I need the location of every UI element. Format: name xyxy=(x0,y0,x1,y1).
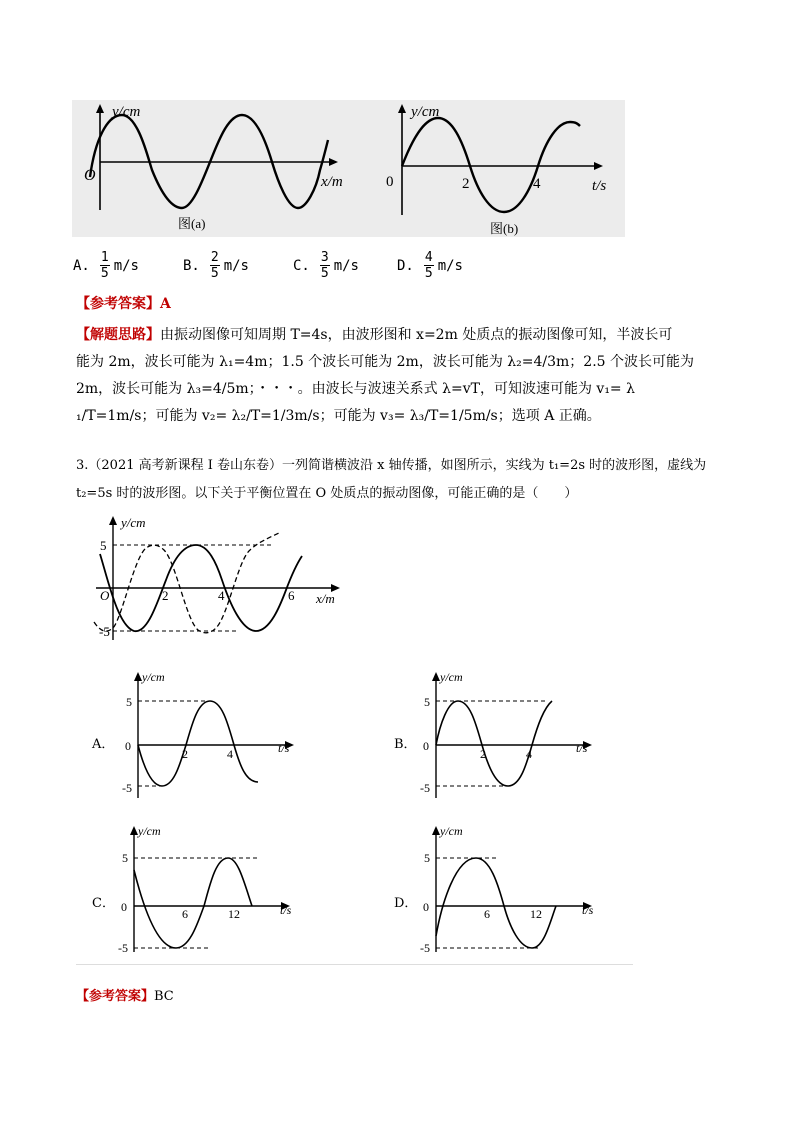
xlabel: t/s xyxy=(576,741,588,755)
ytick: 5 xyxy=(424,851,430,865)
q2-explanation xyxy=(76,322,722,430)
figure-a-caption: 图(a) xyxy=(178,216,206,231)
origin: 0 xyxy=(125,739,131,753)
q3-option-c-graph xyxy=(116,822,301,957)
explain-line: 由振动图像可知周期 T=4s，由波形图和 x=2m 处质点的振动图像可知，半波长可 xyxy=(160,327,673,343)
xtick: 4 xyxy=(227,747,233,761)
figure-a-origin: O xyxy=(84,167,96,184)
answer-value: BC xyxy=(154,989,174,1004)
xlabel: t/s xyxy=(582,903,594,917)
xtick: 4 xyxy=(526,747,532,761)
main-ytick-5: 5 xyxy=(100,538,107,553)
answer-label: 【参考答案】 xyxy=(76,296,160,312)
option-letter: B. xyxy=(183,257,200,274)
option-fraction: $\frac{2}{5}$ xyxy=(210,250,219,281)
option-fraction: $\frac{4}{5}$ xyxy=(424,250,433,281)
option-letter: C. xyxy=(293,257,310,274)
q2-answer xyxy=(76,293,171,313)
xtick: 6 xyxy=(484,907,490,921)
origin: 0 xyxy=(423,739,429,753)
option-unit: m/s xyxy=(113,257,139,274)
option-fraction: $\frac{1}{5}$ xyxy=(100,250,109,281)
figure-a-xlabel: x/m xyxy=(321,174,343,190)
figure-b-tick-4: 4 xyxy=(533,176,541,192)
q3-option-a-graph xyxy=(120,668,300,803)
q2-option-d xyxy=(397,250,463,281)
divider xyxy=(76,964,633,965)
explain-line: ₁/T=1m/s；可能为 v₂= λ₂/T=1/3m/s；可能为 v₃= λ₃/T=1/5m/s；选项 A 正确。 xyxy=(76,408,601,424)
ylabel: y/cm xyxy=(440,670,463,684)
ylabel: y/cm xyxy=(142,670,165,684)
main-ytick-neg5: -5 xyxy=(99,624,110,639)
main-xtick-4: 4 xyxy=(218,588,225,603)
q3-answer xyxy=(76,985,174,1004)
xtick: 2 xyxy=(182,747,188,761)
xtick: 12 xyxy=(228,907,240,921)
figure-b-ylabel: y/cm xyxy=(411,104,440,120)
stem-line: t₂=5s 时的波形图。以下关于平衡位置在 O 处质点的振动图像，可能正确的是（ ） xyxy=(76,486,578,501)
answer-label: 【参考答案】 xyxy=(76,989,155,1004)
figure-a-ylabel: y/cm xyxy=(112,104,141,120)
q3-option-b-label: B． xyxy=(394,737,417,752)
figure-b-tick-2: 2 xyxy=(462,176,470,192)
main-xlabel: x/m xyxy=(316,591,335,606)
option-b-curve xyxy=(436,701,552,786)
q3-option-a-label: A． xyxy=(92,737,115,752)
option-unit: m/s xyxy=(223,257,249,274)
option-unit: m/s xyxy=(333,257,359,274)
ylabel: y/cm xyxy=(440,824,463,838)
stem-line: 3.（2021 高考新课程 I 卷山东卷）一列简谐横波沿 x 轴传播，如图所示，实线为 t₁=2s 时的波形图，虚线为 xyxy=(76,458,707,473)
explain-line: 2m，波长可能为 λ₃=4/5m；・・・。由波长与波速关系式 λ=vT，可知波速可能为 v₁= λ xyxy=(76,381,635,397)
q3-stem xyxy=(76,452,722,508)
xtick: 12 xyxy=(530,907,542,921)
q3-option-c-label: C． xyxy=(92,896,115,911)
main-xtick-6: 6 xyxy=(288,588,295,603)
figure-b-origin: 0 xyxy=(386,174,394,190)
ytick: -5 xyxy=(122,781,132,795)
ylabel: y/cm xyxy=(138,824,161,838)
xlabel: t/s xyxy=(280,903,292,917)
option-letter: A. xyxy=(73,257,90,274)
explain-label: 【解题思路】 xyxy=(76,327,160,343)
ytick: -5 xyxy=(420,781,430,795)
q2-figure-strip xyxy=(72,100,625,237)
ytick: 5 xyxy=(424,695,430,709)
explain-line: 能为 2m，波长可能为 λ₁=4m；1.5 个波长可能为 2m，波长可能为 λ₂=4/3m；2.5 个波长可能为 xyxy=(76,354,695,370)
q2-option-a xyxy=(73,250,139,281)
q3-main-figure xyxy=(86,510,356,645)
main-origin: O xyxy=(100,588,110,603)
xtick: 2 xyxy=(480,747,486,761)
origin: 0 xyxy=(423,900,429,914)
q2-option-b xyxy=(183,250,249,281)
main-xtick-2: 2 xyxy=(162,588,169,603)
ytick: 5 xyxy=(126,695,132,709)
option-letter: D. xyxy=(397,257,414,274)
option-c-curve xyxy=(134,858,252,948)
ytick: -5 xyxy=(420,941,430,955)
option-a-curve xyxy=(138,701,258,786)
answer-value: A xyxy=(160,296,171,312)
origin: 0 xyxy=(121,900,127,914)
figure-b-xlabel: t/s xyxy=(592,178,607,194)
q2-option-c xyxy=(293,250,359,281)
q3-option-d-label: D． xyxy=(394,896,418,911)
q3-option-d-graph xyxy=(418,822,603,957)
xlabel: t/s xyxy=(278,741,290,755)
q3-option-b-graph xyxy=(418,668,598,803)
ytick: 5 xyxy=(122,851,128,865)
main-ylabel: y/cm xyxy=(121,515,146,530)
xtick: 6 xyxy=(182,907,188,921)
option-d-curve xyxy=(436,858,556,948)
option-fraction: $\frac{3}{5}$ xyxy=(320,250,329,281)
figure-b-caption: 图(b) xyxy=(490,221,519,236)
option-unit: m/s xyxy=(437,257,463,274)
ytick: -5 xyxy=(118,941,128,955)
